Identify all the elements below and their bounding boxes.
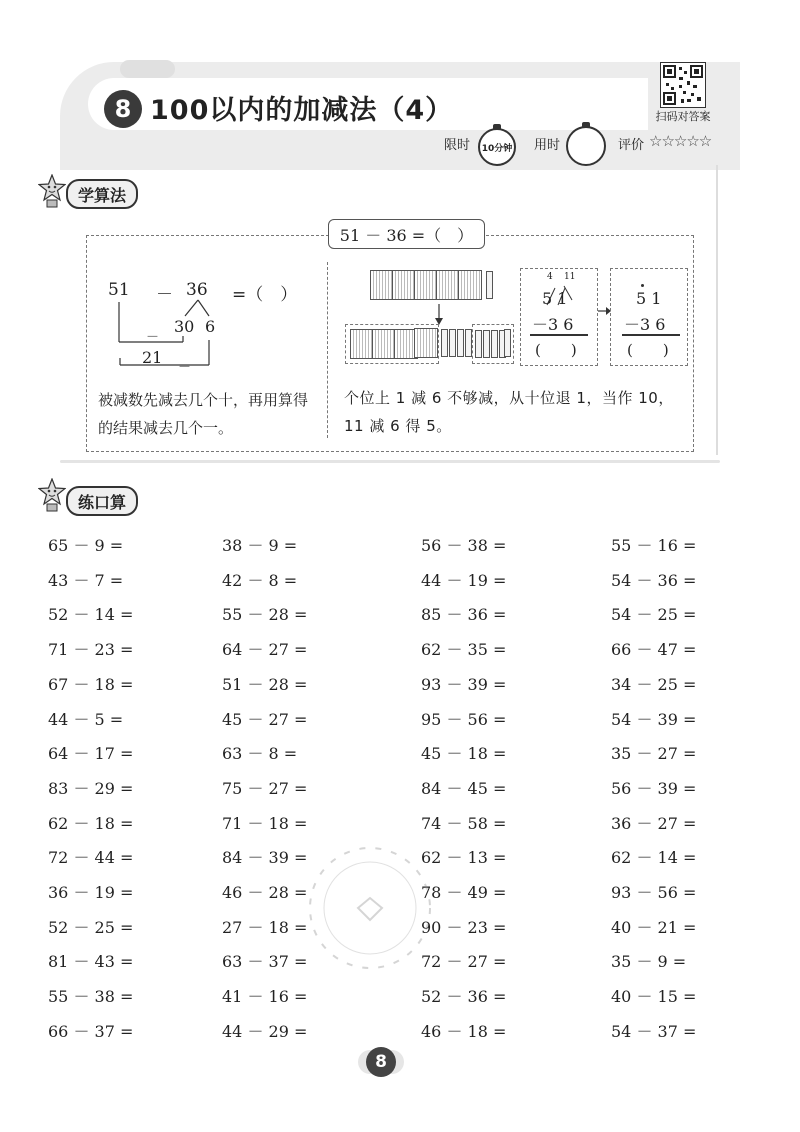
drill-problem: 45 － 18 =: [421, 744, 507, 764]
drill-problem: 74 － 58 =: [421, 813, 507, 833]
borrow-answer-blank: ( ): [535, 341, 577, 359]
borrow-top-number: 5 1: [542, 289, 568, 308]
drill-problem: 54 － 37 =: [611, 1021, 697, 1041]
borrow-sub-number: －3 6: [532, 315, 574, 334]
lesson-number-badge: 8: [104, 90, 142, 128]
drill-problem: 54 － 36 =: [611, 570, 697, 590]
drill-problem: 40 － 15 =: [611, 987, 697, 1007]
drill-problem: 75 － 27 =: [222, 778, 308, 798]
example-divider: [327, 262, 328, 438]
drill-problem: 46 － 28 =: [222, 883, 308, 902]
m1-split-ones: 6: [205, 317, 216, 336]
drill-problem: 46 － 18 =: [421, 1021, 507, 1041]
drill-problem: 62 － 14 =: [611, 848, 697, 868]
section-label-practice: 练口算: [66, 486, 138, 516]
drill-problem: 66 － 47 =: [611, 640, 697, 660]
time-limit-value: 10分钟: [481, 143, 513, 154]
drill-problem: 44 － 29 =: [222, 1021, 308, 1041]
drill-problem: 62 － 18 =: [48, 813, 134, 833]
drill-problem: 52 － 14 =: [48, 605, 134, 625]
drill-problem: 55 － 38 =: [48, 987, 134, 1007]
drill-problem: 62 － 13 =: [421, 848, 507, 868]
time-limit-stopwatch-icon: [478, 128, 516, 166]
plain-top-number: 5 1: [636, 289, 662, 308]
m1-split-tens: 30: [174, 317, 195, 336]
drill-problem: 44 － 5 =: [48, 709, 124, 729]
time-used-stopwatch-icon[interactable]: [566, 126, 606, 166]
qr-code-icon[interactable]: [660, 62, 706, 108]
drill-problem: 64 － 17 =: [48, 744, 134, 764]
header-tab-decoration: [120, 60, 175, 78]
rating-label: 评价: [618, 138, 645, 153]
frame-right-line: [716, 165, 718, 455]
drill-problem: 65 － 9 =: [48, 536, 124, 555]
drill-problem: 52 － 36 =: [421, 987, 507, 1007]
drill-problem: 38 － 9 =: [222, 536, 298, 555]
section-label-learn: 学算法: [66, 179, 138, 209]
drill-problem: 45 － 27 =: [222, 709, 308, 729]
drill-problem: 55 － 28 =: [222, 605, 308, 625]
drill-problem: 42 － 8 =: [222, 570, 298, 590]
drill-problem: 90 － 23 =: [421, 917, 507, 937]
drill-problem: 71 － 23 =: [48, 640, 134, 660]
extra-stick: [504, 329, 511, 357]
drill-problem: 64 － 27 =: [222, 640, 308, 660]
drill-problem: 83 － 29 =: [48, 778, 134, 798]
drill-problem: 93 － 39 =: [421, 674, 507, 694]
drill-problem: 63 － 37 =: [222, 952, 308, 972]
drill-problem: 66 － 37 =: [48, 1021, 134, 1041]
m1-operator: －: [156, 285, 173, 305]
frame-bottom-line: [60, 460, 720, 463]
drill-problem: 56 － 38 =: [421, 536, 507, 555]
drill-problem: 35 － 9 =: [611, 952, 687, 972]
drill-problem: 56 － 39 =: [611, 778, 697, 798]
down-arrow-icon: [434, 304, 444, 326]
m2-explanation: 个位上 1 减 6 不够减，从十位退 1，当作 10，11 减 6 得 5。: [344, 389, 674, 435]
example-problem: 51 － 36 =（ ）: [328, 219, 485, 249]
time-used-label: 用时: [534, 138, 561, 153]
drill-problem: 44 － 19 =: [421, 570, 507, 590]
rating-stars-icon[interactable]: ☆☆☆☆☆: [649, 132, 712, 150]
m1-partial-result: 21: [142, 348, 163, 367]
drill-problem: 85 － 36 =: [421, 605, 507, 625]
drill-problem: 43 － 7 =: [48, 570, 124, 590]
borrow-ones-mark: 11: [564, 272, 576, 282]
drill-problem: 84 － 39 =: [222, 848, 308, 868]
plain-sub-number: －3 6: [624, 315, 666, 334]
drill-problem: 67 － 18 =: [48, 674, 134, 694]
drill-problem: 35 － 27 =: [611, 744, 697, 764]
drill-problem: 63 － 8 =: [222, 744, 298, 764]
m1-minus-first: －: [146, 330, 160, 345]
drill-problem: 52 － 25 =: [48, 917, 134, 937]
drill-problem: 40 － 21 =: [611, 917, 697, 937]
m1-explanation: 被减数先减去几个十，再用算得的结果减去几个一。: [98, 391, 309, 437]
drill-problem: 36 － 27 =: [611, 813, 697, 833]
drill-problem: 36 － 19 =: [48, 883, 134, 902]
watermark-seal: [300, 838, 440, 978]
star-mascot-icon: [38, 174, 66, 208]
drill-problem: 62 － 35 =: [421, 640, 507, 660]
star-mascot-icon: [38, 478, 66, 512]
drill-problem: 51 － 28 =: [222, 674, 308, 694]
m1-answer-blank: =（ ）: [232, 285, 298, 305]
plain-answer-blank: ( ): [627, 341, 669, 359]
time-limit-label: 限时: [444, 138, 471, 153]
borrow-tens-mark: 4: [547, 272, 553, 282]
drill-problem: 71 － 18 =: [222, 813, 308, 833]
drill-problem: 81 － 43 =: [48, 952, 134, 972]
drill-problem: 41 － 16 =: [222, 987, 308, 1007]
plain-result-line: [622, 334, 680, 336]
drill-problem: 54 － 39 =: [611, 709, 697, 729]
m1-subtrahend: 36: [186, 280, 208, 300]
drill-problem: 72 － 27 =: [421, 952, 507, 972]
m1-minus-second: －: [178, 360, 192, 375]
drill-problem: 54 － 25 =: [611, 605, 697, 625]
borrow-result-line: [530, 334, 588, 336]
page-number: 8: [366, 1047, 396, 1077]
drill-problem: 78 － 49 =: [421, 883, 507, 902]
borrow-dot: [641, 284, 644, 287]
drill-problem: 55 － 16 =: [611, 536, 697, 555]
drill-problem: 27 － 18 =: [222, 917, 308, 937]
drill-problem: 34 － 25 =: [611, 674, 697, 694]
drill-problem: 95 － 56 =: [421, 709, 507, 729]
qr-caption: 扫码对答案: [655, 110, 711, 123]
m1-minuend: 51: [108, 280, 130, 300]
drill-problem: 84 － 45 =: [421, 778, 507, 798]
drill-problem: 93 － 56 =: [611, 883, 697, 902]
page-title: 100以内的加减法（4）: [150, 95, 454, 126]
drill-problem: 72 － 44 =: [48, 848, 134, 868]
